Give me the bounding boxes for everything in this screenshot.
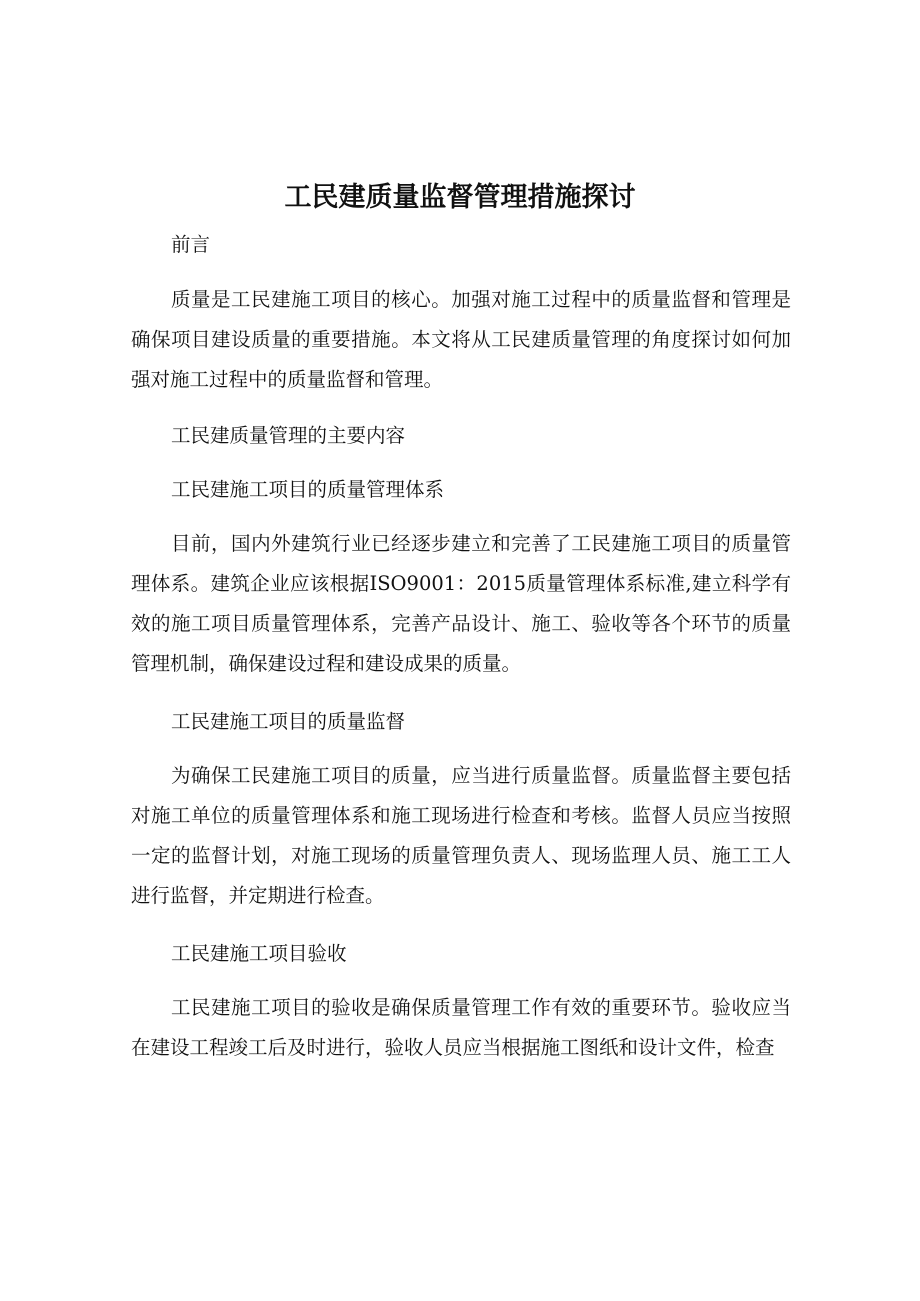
subsection-paragraph-quality-supervision: 为确保工民建施工项目的质量，应当进行质量监督。质量监督主要包括对施工单位的质量管理体系和施工现场进行检查和考核。监督人员应当按照一定的监督计划，对施工现场的质量管理负责人、现场监理人员、施工工人进行监督，并定期进行检查。 bbox=[131, 764, 791, 907]
subsection-heading-quality-supervision: 工民建施工项目的质量监督 bbox=[171, 710, 406, 733]
intro-paragraph: 质量是工民建施工项目的核心。加强对施工过程中的质量监督和管理是确保项目建设质量的重要措施。本文将从工民建质量管理的角度探讨如何加强对施工过程中的质量监督和管理。 bbox=[131, 288, 791, 391]
subsection-paragraph-acceptance: 工民建施工项目的验收是确保质量管理工作有效的重要环节。验收应当在建设工程竣工后及时进行，验收人员应当根据施工图纸和设计文件，检查 bbox=[131, 996, 791, 1059]
subsection-heading-acceptance: 工民建施工项目验收 bbox=[171, 942, 347, 965]
intro-heading: 前言 bbox=[171, 233, 211, 256]
document-title: 工民建质量监督管理措施探讨 bbox=[284, 182, 636, 213]
subsection-heading-management-system: 工民建施工项目的质量管理体系 bbox=[171, 478, 445, 501]
section-heading-main-content: 工民建质量管理的主要内容 bbox=[171, 424, 406, 447]
subsection-paragraph-management-system: 目前，国内外建筑行业已经逐步建立和完善了工民建施工项目的质量管理体系。建筑企业应该根据ISO9001：2015质量管理体系标准,建立科学有效的施工项目质量管理体系，完善产品设计、施工、验收等各个环节的质量管理机制，确保建设过程和建设成果的质量。 bbox=[131, 532, 791, 675]
